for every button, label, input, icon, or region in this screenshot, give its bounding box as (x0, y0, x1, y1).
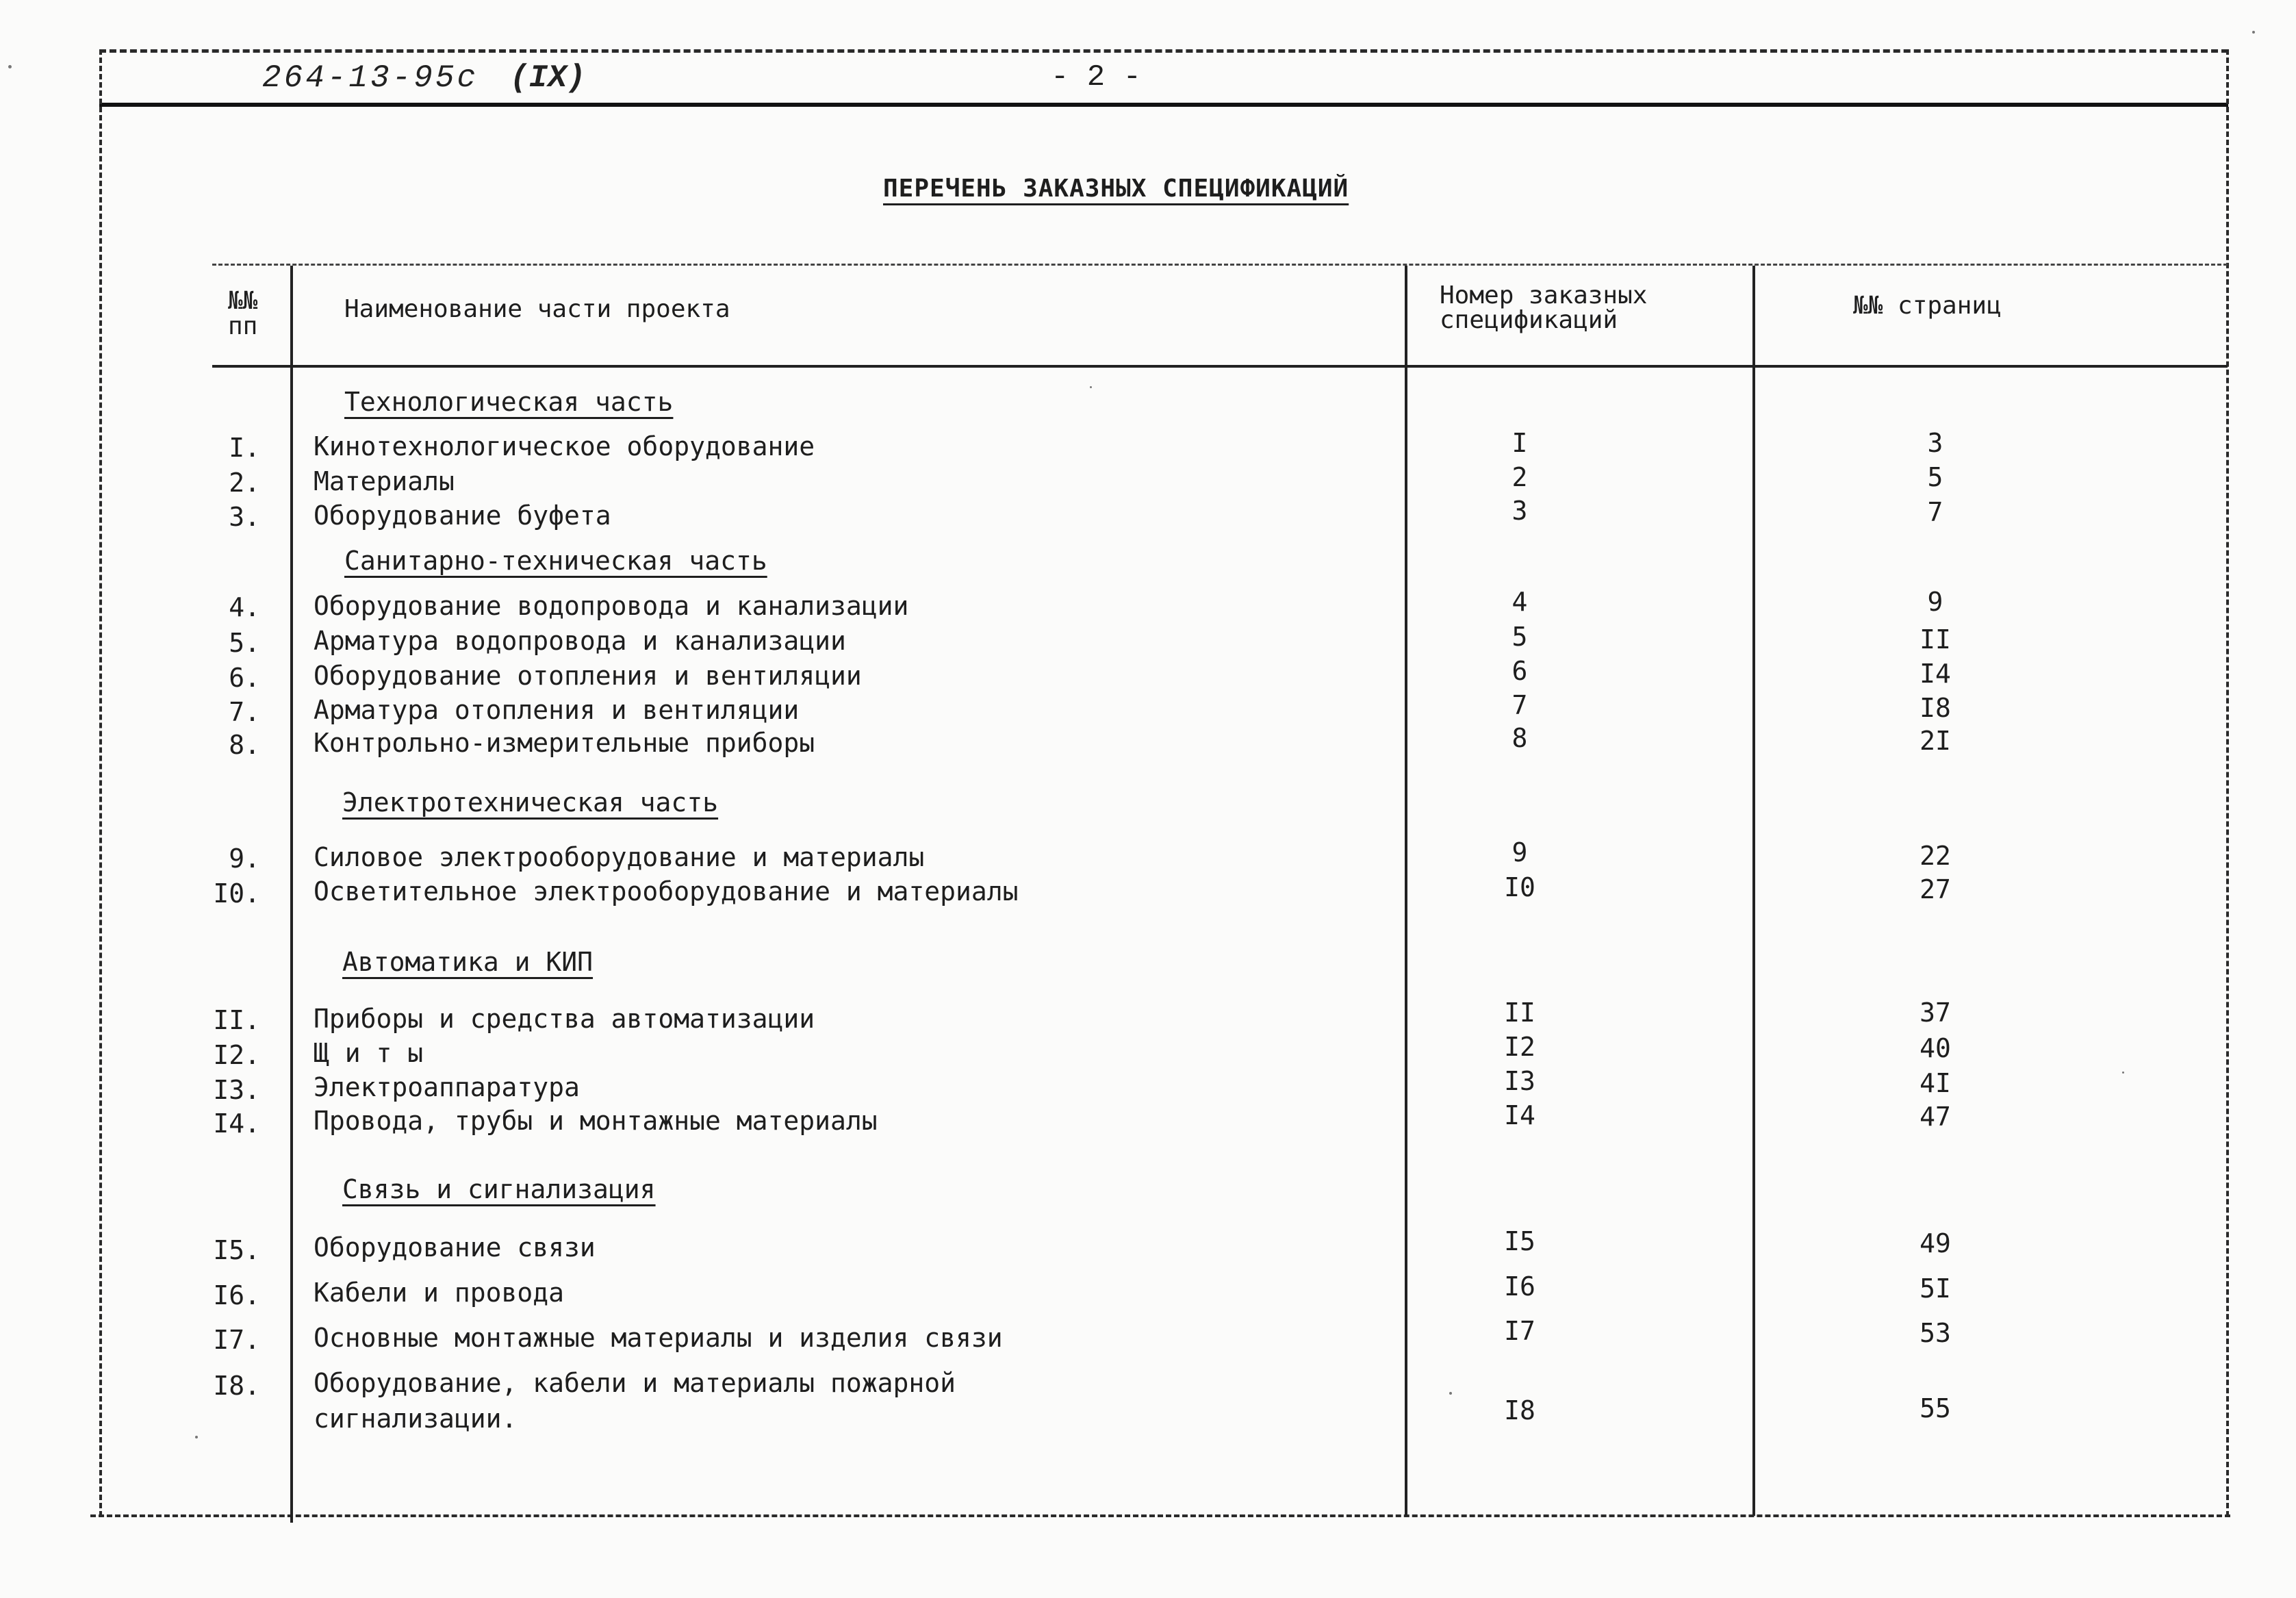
row-spec-number: 9 (1511, 837, 1528, 867)
row-name: Силовое электрооборудование и материалы (314, 842, 925, 872)
row-number: 4. (229, 592, 260, 622)
row-spec-number: I6 (1504, 1271, 1535, 1302)
row-number: I7. (213, 1325, 260, 1355)
row-name: Оборудование, кабели и материалы пожарной (314, 1368, 956, 1398)
row-number: II. (213, 1005, 260, 1035)
row-number: I2. (213, 1040, 260, 1070)
section-heading: Связь и сигнализация (342, 1174, 656, 1204)
frame-left-border (99, 49, 102, 1517)
row-number: I6. (213, 1280, 260, 1310)
table-header-top-rule (212, 264, 2228, 266)
row-page: 47 (1919, 1102, 1951, 1132)
row-name: Кабели и провода (314, 1278, 565, 1308)
frame-bottom-border (90, 1514, 2230, 1517)
row-page: I4 (1919, 659, 1951, 689)
row-spec-number: I7 (1504, 1316, 1535, 1346)
column-divider-name (1405, 266, 1407, 1516)
row-page: 5I (1919, 1273, 1951, 1304)
column-divider-num (290, 266, 293, 1523)
section-heading: Электротехническая часть (342, 787, 719, 817)
header-pages: №№ страниц (1853, 292, 2002, 320)
row-spec-number: 3 (1511, 496, 1528, 526)
row-page: 53 (1919, 1318, 1951, 1348)
row-page: 40 (1919, 1033, 1951, 1063)
header-spec-line2: спецификаций (1440, 306, 1618, 334)
row-spec-number: 8 (1511, 723, 1528, 753)
document-code: 264-13-95с (262, 60, 479, 96)
row-spec-number: I3 (1504, 1066, 1535, 1096)
row-name: Оборудование связи (314, 1232, 596, 1263)
row-page: 37 (1919, 998, 1951, 1028)
header-spec-line1: Номер заказных (1440, 281, 1648, 309)
scan-speck (1449, 1392, 1452, 1395)
row-page: 22 (1919, 841, 1951, 871)
row-number: 9. (229, 844, 260, 874)
scan-speck (2252, 31, 2255, 34)
page-number: - 2 - (1051, 60, 1142, 94)
row-page: 7 (1927, 497, 1943, 527)
row-name: Провода, трубы и монтажные материалы (314, 1106, 878, 1136)
row-name: Оборудование отопления и вентиляции (314, 661, 862, 691)
sheet-mark: (IX) (510, 60, 586, 96)
row-name: Оборудование буфета (314, 500, 611, 531)
row-name: Приборы и средства автоматизации (314, 1004, 815, 1034)
row-page: 4I (1919, 1068, 1951, 1098)
row-name: Арматура водопровода и канализации (314, 626, 846, 656)
row-number: 3. (229, 502, 260, 532)
table-header-bottom-rule (212, 365, 2228, 368)
row-spec-number: 4 (1511, 587, 1528, 617)
header-rule (99, 103, 2228, 107)
row-page: 2I (1919, 726, 1951, 756)
row-page: 49 (1919, 1228, 1951, 1258)
section-heading: Санитарно-техническая часть (344, 546, 767, 576)
row-spec-number: 2 (1511, 462, 1528, 492)
header-name: Наименование части проекта (344, 295, 730, 323)
row-number: 6. (229, 663, 260, 693)
row-spec-number: 6 (1511, 656, 1528, 686)
row-page: I8 (1919, 693, 1951, 723)
row-name: Основные монтажные материалы и изделия связи (314, 1323, 1003, 1353)
frame-top-border (99, 49, 2228, 53)
row-name: Контрольно-измерительные приборы (314, 728, 815, 758)
frame-right-border (2226, 49, 2229, 1517)
row-name: Оборудование водопровода и канализации (314, 591, 909, 621)
row-number: I. (229, 433, 260, 463)
scan-speck (195, 1436, 198, 1438)
row-spec-number: II (1504, 998, 1535, 1028)
row-name: Осветительное электрооборудование и материалы (314, 876, 1019, 906)
row-number: I4. (213, 1108, 260, 1139)
scan-speck (1090, 386, 1092, 388)
row-page: 9 (1927, 587, 1943, 617)
scan-speck (2122, 1071, 2124, 1074)
row-number: 5. (229, 628, 260, 658)
document-title: ПЕРЕЧЕНЬ ЗАКАЗНЫХ СПЕЦИФИКАЦИЙ (883, 175, 1349, 203)
row-name: Материалы (314, 466, 455, 496)
row-number: I0. (213, 878, 260, 909)
section-heading: Автоматика и КИП (342, 947, 594, 977)
row-number: 2. (229, 468, 260, 498)
row-number: I8. (213, 1371, 260, 1401)
row-number: 8. (229, 730, 260, 760)
row-spec-number: I8 (1504, 1395, 1535, 1425)
row-page: 3 (1927, 428, 1943, 458)
row-spec-number: 5 (1511, 622, 1528, 652)
row-name: Электроаппаратура (314, 1072, 580, 1102)
row-spec-number: I2 (1504, 1032, 1535, 1062)
row-page: 5 (1927, 462, 1943, 492)
row-number: 7. (229, 697, 260, 727)
row-spec-number: I0 (1504, 872, 1535, 902)
row-name-continuation: сигнализации. (314, 1404, 518, 1434)
scan-speck (8, 65, 12, 68)
row-number: I5. (213, 1235, 260, 1265)
row-number: I3. (213, 1075, 260, 1105)
row-name: Щ и т ы (314, 1038, 424, 1068)
row-page: 27 (1919, 874, 1951, 904)
section-heading: Технологическая часть (344, 387, 674, 417)
column-divider-spec (1752, 266, 1755, 1516)
row-name: Арматура отопления и вентиляции (314, 695, 800, 725)
row-name: Кинотехнологическое оборудование (314, 431, 815, 461)
row-spec-number: 7 (1511, 690, 1528, 720)
row-page: II (1919, 624, 1951, 655)
row-spec-number: I4 (1504, 1100, 1535, 1130)
header-num-line2: пп (228, 312, 258, 340)
header-num-line1: №№ (228, 287, 258, 315)
row-page: 55 (1919, 1393, 1951, 1423)
row-spec-number: I (1511, 428, 1528, 458)
row-spec-number: I5 (1504, 1226, 1535, 1256)
